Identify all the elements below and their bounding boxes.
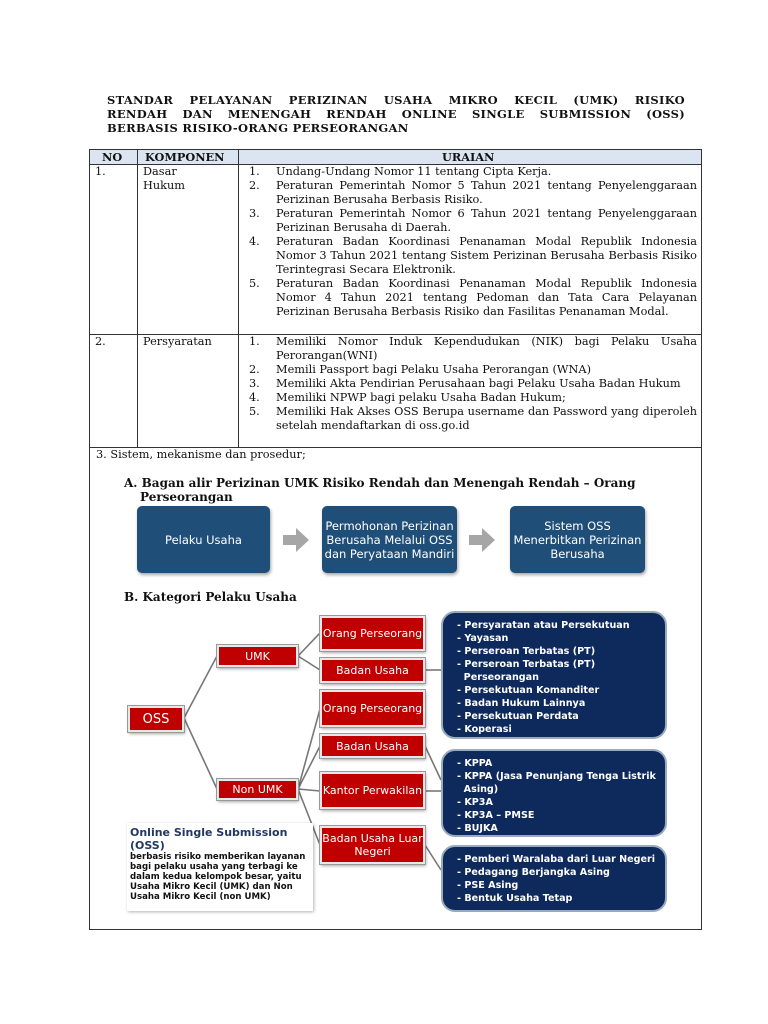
category-list-item: - PSE Asing [457, 880, 519, 891]
category-list-item: - Perseroan Terbatas (PT) [457, 646, 596, 657]
uraian-item-number: 5. [249, 277, 260, 290]
title-line-1: STANDAR PELAYANAN PERIZINAN USAHA MIKRO KECIL (UMK) RISIKO [107, 93, 685, 107]
title-line-3: BERBASIS RISIKO-ORANG PERSEORANGAN [107, 121, 409, 135]
oss-note-box [127, 823, 313, 911]
category-list-item: - KP3A – PMSE [457, 810, 535, 821]
header-uraian: URAIAN [442, 150, 495, 164]
section-a-title-line2: Perseorangan [140, 490, 233, 504]
row2-komponen: Persyaratan [143, 335, 212, 348]
uraian-item-text: Memiliki Nomor Induk Kependudukan (NIK) bagi Pelaku Usaha Perorangan(WNI) [276, 335, 697, 362]
uraian-item-number: 3. [249, 207, 260, 220]
category-list-item: Asing) [457, 784, 499, 795]
category-list-item: - Perseroan Terbatas (PT) [457, 659, 596, 670]
category-list-item: - Badan Hukum Lainnya [457, 698, 586, 709]
note-title-2: (OSS) [130, 839, 165, 852]
uraian-item-text: Undang-Undang Nomor 11 tentang Cipta Kerja. [276, 165, 552, 178]
uraian-item-number: 1. [249, 335, 260, 348]
tree-node-oss: OSS [128, 706, 184, 732]
flow-box-sistem-oss: Sistem OSS Menerbitkan Perizinan Berusaha [510, 506, 645, 573]
uraian-item-number: 3. [249, 377, 260, 390]
note-line: dalam kedua kelompok besar, yaitu [130, 872, 302, 882]
section-a-title-line1: A. Bagan alir Perizinan UMK Risiko Rendah dan Menengah Rendah – Orang [124, 476, 636, 490]
uraian-item-text: Memili Passport bagi Pelaku Usaha Perorangan (WNA) [276, 363, 591, 376]
section-b-title: B. Kategori Pelaku Usaha [124, 590, 297, 604]
uraian-item-number: 2. [249, 363, 260, 376]
header-komponen: KOMPONEN [145, 150, 225, 164]
category-list-item: - Persekutuan Perdata [457, 711, 579, 722]
category-list-item: - KPPA (Jasa Penunjang Tenga Listrik [457, 771, 656, 782]
row2-no: 2. [95, 335, 106, 348]
title-line-2: RENDAH DAN MENENGAH RENDAH ONLINE SINGLE SUBMISSION (OSS) [107, 107, 685, 121]
uraian-item-number: 2. [249, 179, 260, 192]
note-line: Usaha Mikro Kecil (UMK) dan Non [130, 882, 293, 892]
category-list-item: - Bentuk Usaha Tetap [457, 893, 573, 904]
category-list-luar-negeri [441, 845, 667, 912]
note-line: berbasis risiko memberikan layanan [130, 852, 306, 862]
uraian-item-text: Peraturan Pemerintah Nomor 6 Tahun 2021 tentang Penyelenggaraan Perizinan Berusaha di Daerah. [276, 207, 697, 234]
uraian-item-text: Peraturan Badan Koordinasi Penanaman Modal Republik Indonesia Nomor 3 Tahun 2021 tentang Sistem Perizinan Berusaha Berbasis Risiko Terintegrasi Secara Elektronik. [276, 235, 697, 276]
category-list-item: - Persyaratan atau Persekutuan [457, 620, 630, 631]
category-list-badan-usaha [441, 611, 667, 739]
row3-label: 3. Sistem, mekanisme dan prosedur; [96, 448, 306, 461]
uraian-item-text: Peraturan Badan Koordinasi Penanaman Modal Republik Indonesia Nomor 4 Tahun 2021 tentang Pedoman dan Tata Cara Pelayanan Perizinan Berusaha Berbasis Risiko dan Fasilitas Penanaman Modal. [276, 277, 697, 318]
uraian-item-number: 4. [249, 235, 260, 248]
category-list-item: - Yayasan [457, 633, 509, 644]
uraian-item-number: 1. [249, 165, 260, 178]
row1-komponen: Dasar Hukum [143, 165, 185, 192]
note-title-1: Online Single Submission [130, 826, 288, 839]
tree-node-nonumk-badan-usaha: Badan Usaha [320, 734, 425, 758]
tree-node-kantor-perwakilan: Kantor Perwakilan [320, 772, 425, 809]
category-list-item: - Persekutuan Komanditer [457, 685, 600, 696]
uraian-item-text: Memiliki Akta Pendirian Perusahaan bagi Pelaku Usaha Badan Hukum [276, 377, 681, 390]
category-list-item: Perseorangan [457, 672, 539, 683]
category-list-item: - BUJKA [457, 823, 498, 834]
header-no: NO [102, 150, 123, 164]
note-line: Usaha Mikro Kecil (non UMK) [130, 892, 271, 902]
tree-node-nonumk-orang-perseorang: Orang Perseorang [320, 690, 425, 727]
category-list-item: - KPPA [457, 758, 493, 769]
uraian-item-text: Memiliki Hak Akses OSS Berupa username dan Password yang diperoleh setelah mendaftarkan di oss.go.id [276, 405, 697, 432]
category-list-item: - Pemberi Waralaba dari Luar Negeri [457, 854, 656, 865]
tree-node-umk-orang-perseorang: Orang Perseorang [320, 616, 425, 651]
tree-node-non-umk: Non UMK [217, 779, 298, 800]
category-list-item: - Koperasi [457, 724, 512, 735]
uraian-item-number: 4. [249, 391, 260, 404]
uraian-item-text: Peraturan Pemerintah Nomor 5 Tahun 2021 tentang Penyelenggaraan Perizinan Berusaha Berbasis Risiko. [276, 179, 697, 206]
row1-no: 1. [95, 165, 106, 178]
category-list-item: - KP3A [457, 797, 493, 808]
tree-node-umk: UMK [217, 645, 298, 667]
category-list-item: - Pedagang Berjangka Asing [457, 867, 610, 878]
flow-box-permohonan: Permohonan Perizinan Berusaha Melalui OSS dan Peryataan Mandiri [322, 506, 457, 573]
uraian-item-number: 5. [249, 405, 260, 418]
note-line: bagi pelaku usaha yang terbagi ke [130, 862, 298, 872]
category-list-non-umk-badan-usaha [441, 749, 667, 837]
uraian-item-text: Memiliki NPWP bagi pelaku Usaha Badan Hukum; [276, 391, 566, 404]
flow-box-pelaku-usaha: Pelaku Usaha [137, 506, 270, 573]
tree-node-badan-usaha-luar-negeri: Badan Usaha Luar Negeri [320, 826, 425, 864]
note-body [127, 852, 313, 902]
tree-node-umk-badan-usaha: Badan Usaha [320, 658, 425, 683]
